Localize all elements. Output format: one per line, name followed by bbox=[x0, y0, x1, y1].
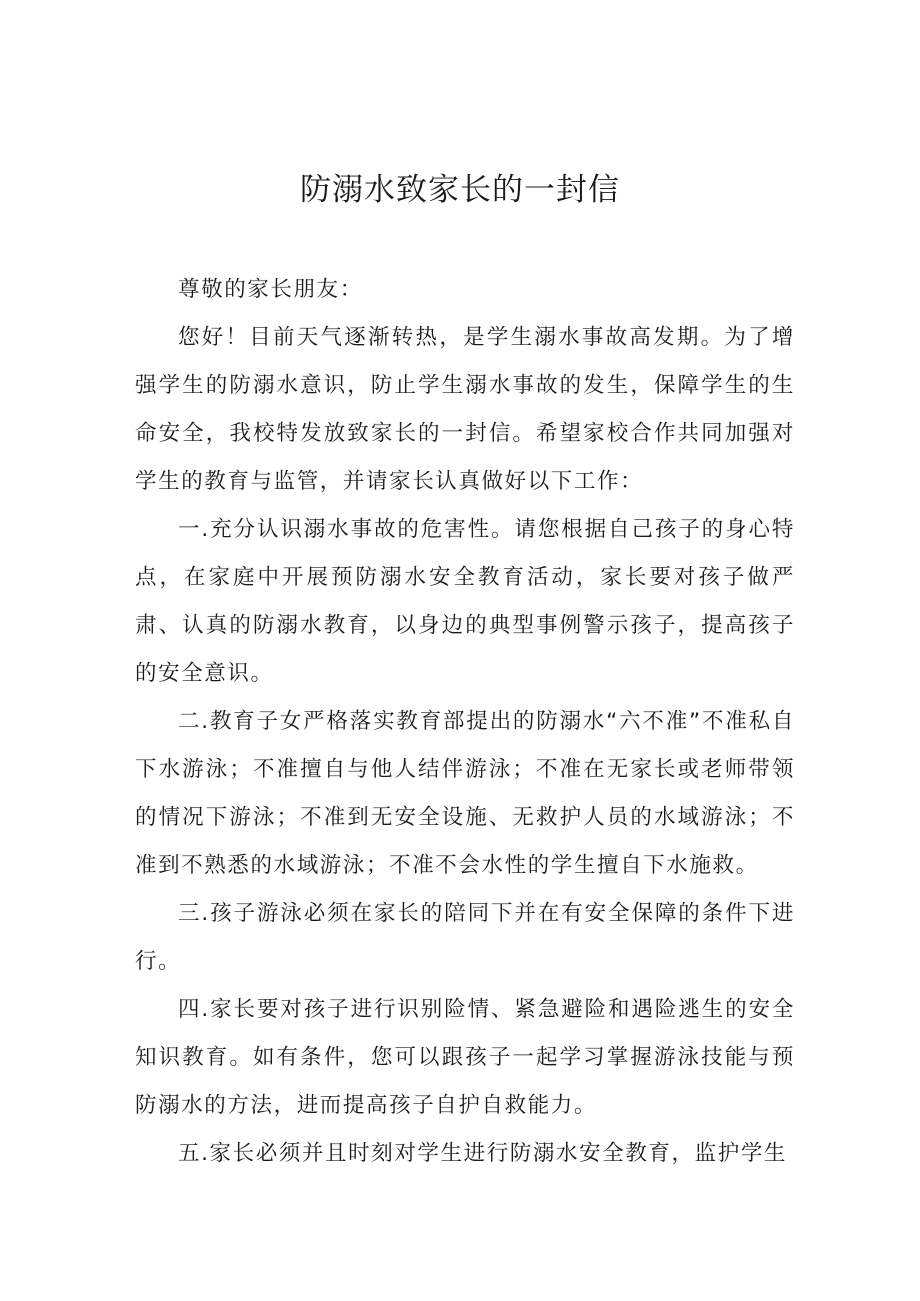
letter-body bbox=[135, 266, 795, 1178]
paragraph-item-3: 三.孩子游泳必须在家长的陪同下并在有安全保障的条件下进行。 bbox=[135, 901, 795, 974]
document-title: 防溺水致家长的一封信 bbox=[300, 172, 620, 208]
paragraph-item-5: 五.家长必须并且时刻对学生进行防溺水安全教育，监护学生 bbox=[178, 1141, 788, 1166]
paragraph-item-2: 二.教育子女严格落实教育部提出的防溺水“六不准”不准私自下水游泳；不准擅自与他人结伴游泳；不准在无家长或老师带领的情况下游泳；不准到无安全设施、无救护人员的水域游泳；不准到不熟悉的水域游泳；不准不会水性的学生擅自下水施救。 bbox=[135, 709, 795, 878]
paragraph-item-4: 四.家长要对孩子进行识别险情、紧急避险和遇险逃生的安全知识教育。如有条件，您可以跟孩子一起学习掌握游泳技能与预防溺水的方法，进而提高孩子自护自救能力。 bbox=[135, 997, 795, 1118]
salutation: 尊敬的家长朋友： bbox=[178, 277, 363, 302]
paragraph-item-1: 一.充分认识溺水事故的危害性。请您根据自己孩子的身心特点，在家庭中开展预防溺水安全教育活动，家长要对孩子做严肃、认真的防溺水教育，以身边的典型事例警示孩子，提高孩子的安全意识。 bbox=[135, 517, 795, 686]
paragraph-intro: 您好！目前天气逐渐转热，是学生溺水事故高发期。为了增强学生的防溺水意识，防止学生溺水事故的发生，保障学生的生命安全，我校特发放致家长的一封信。希望家校合作共同加强对学生的教育与监管，并请家长认真做好以下工作： bbox=[135, 325, 795, 494]
